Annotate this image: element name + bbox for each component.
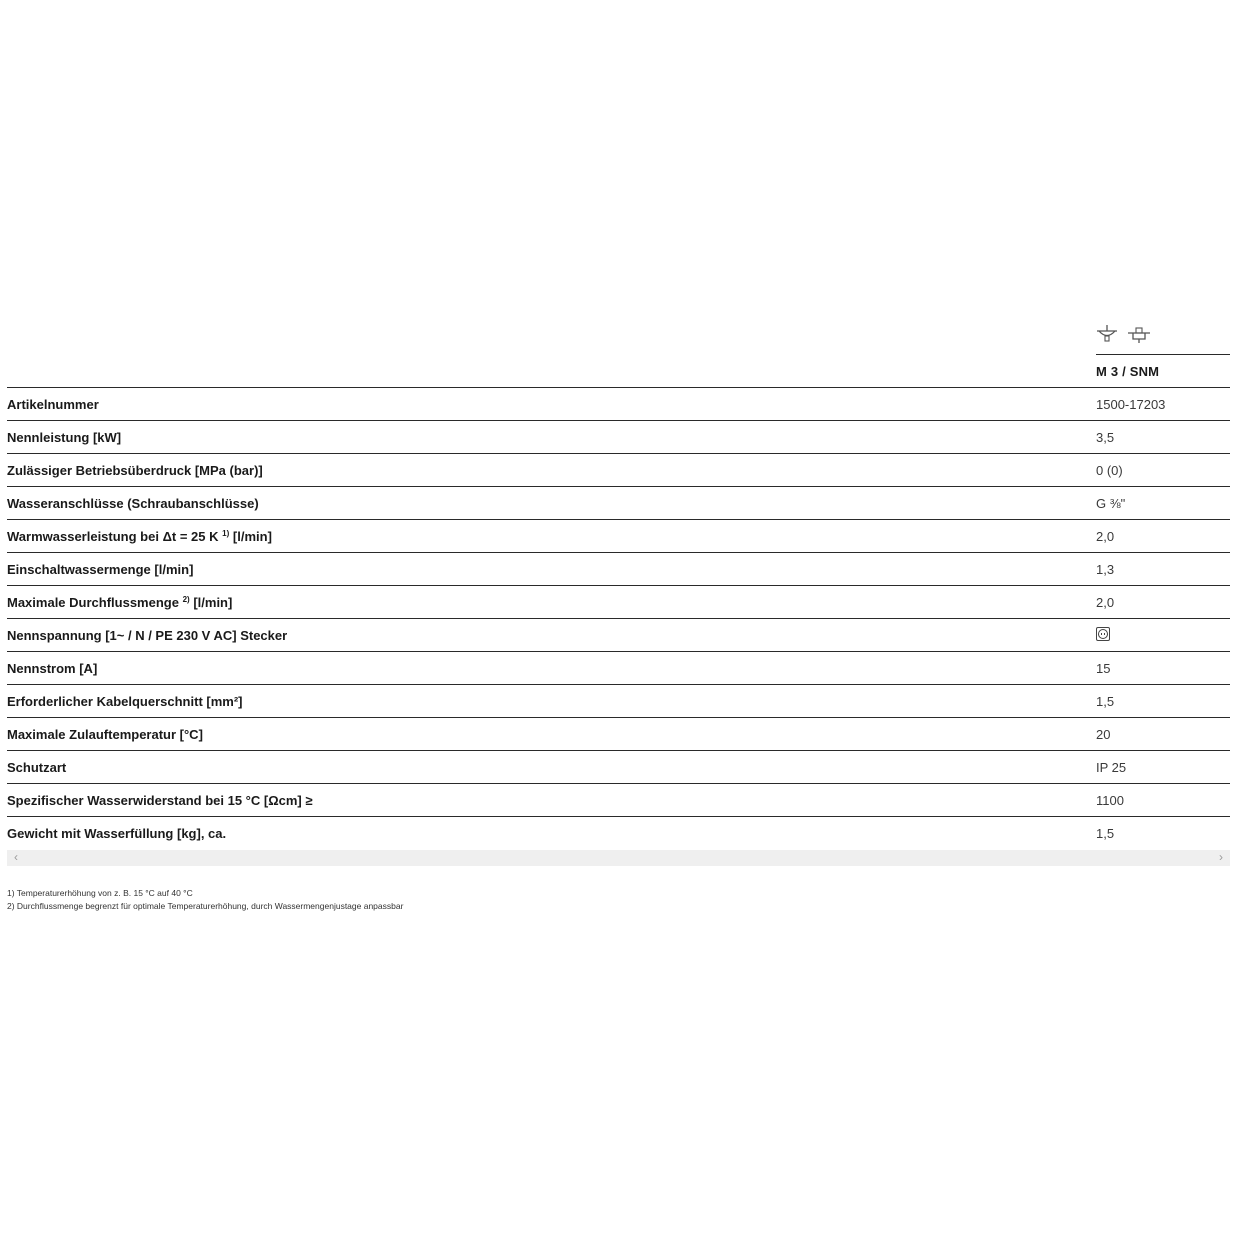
installation-icons bbox=[1096, 325, 1151, 343]
spec-label-text: Spezifischer Wasserwiderstand bei 15 °C [Ωcm] ≥ bbox=[7, 792, 313, 808]
spec-value-text: IP 25 bbox=[1096, 759, 1127, 775]
spec-table-body bbox=[7, 388, 1230, 850]
table-row bbox=[7, 817, 1230, 850]
table-row bbox=[7, 454, 1230, 487]
spec-value-text: 1,3 bbox=[1096, 561, 1115, 577]
spec-label-unit: [l/min] bbox=[193, 594, 233, 610]
spec-value-text: 20 bbox=[1096, 726, 1111, 742]
spec-value-text: 2,0 bbox=[1096, 528, 1115, 544]
table-row bbox=[7, 685, 1230, 718]
table-row bbox=[7, 586, 1230, 619]
spec-label bbox=[7, 685, 1096, 718]
spec-label bbox=[7, 751, 1096, 784]
spec-label bbox=[7, 454, 1096, 487]
footnote-ref: 2) bbox=[182, 594, 190, 604]
spec-label bbox=[7, 388, 1096, 421]
spec-label bbox=[7, 619, 1096, 652]
table-row bbox=[7, 421, 1230, 454]
spec-value bbox=[1096, 553, 1230, 586]
spec-label-unit: [l/min] bbox=[232, 528, 272, 544]
scroll-right-icon[interactable]: › bbox=[1219, 850, 1223, 864]
spec-table-container bbox=[7, 318, 1230, 866]
spec-value bbox=[1096, 619, 1230, 652]
spec-value bbox=[1096, 652, 1230, 685]
table-row bbox=[7, 487, 1230, 520]
spec-label bbox=[7, 784, 1096, 817]
table-row bbox=[7, 553, 1230, 586]
spec-label bbox=[7, 586, 1096, 619]
table-row bbox=[7, 652, 1230, 685]
sink-over-icon bbox=[1127, 325, 1151, 343]
spec-value-text: 1100 bbox=[1096, 792, 1124, 808]
table-row bbox=[7, 388, 1230, 421]
spec-table bbox=[7, 387, 1230, 849]
spec-value bbox=[1096, 520, 1230, 553]
spec-label bbox=[7, 487, 1096, 520]
spec-value bbox=[1096, 454, 1230, 487]
spec-label bbox=[7, 520, 1096, 553]
spec-value-text: 3,5 bbox=[1096, 429, 1115, 445]
spec-value-text: 2,0 bbox=[1096, 594, 1115, 610]
spec-label bbox=[7, 718, 1096, 751]
spec-value-text: 1,5 bbox=[1096, 825, 1115, 841]
footnotes bbox=[7, 887, 403, 913]
spec-label-text: Nennspannung [1~ / N / PE 230 V AC] Stecker bbox=[7, 627, 288, 643]
spec-label-text: Erforderlicher Kabelquerschnitt [mm²] bbox=[7, 693, 243, 709]
spec-value bbox=[1096, 421, 1230, 454]
spec-label-text: Warmwasserleistung bei Δt = 25 K bbox=[7, 528, 219, 544]
spec-value bbox=[1096, 784, 1230, 817]
spec-label-text: Zulässiger Betriebsüberdruck [MPa (bar)] bbox=[7, 462, 263, 478]
footnote-ref: 1) bbox=[222, 528, 230, 538]
spec-label bbox=[7, 421, 1096, 454]
footnote-1: 1) Temperaturerhöhung von z. B. 15 °C auf 40 °C bbox=[7, 888, 193, 898]
spec-value bbox=[1096, 388, 1230, 421]
model-header bbox=[7, 354, 1230, 387]
spec-label-text: Nennstrom [A] bbox=[7, 660, 98, 676]
footnote-2: 2) Durchflussmenge begrenzt für optimale Temperaturerhöhung, durch Wassermengenjustage anpassbar bbox=[7, 901, 404, 911]
spec-value bbox=[1096, 817, 1230, 850]
spec-value bbox=[1096, 751, 1230, 784]
spec-label-text: Nennleistung [kW] bbox=[7, 429, 122, 445]
scroll-left-icon[interactable]: ‹ bbox=[14, 850, 18, 864]
spec-label bbox=[7, 817, 1096, 850]
model-header-rule bbox=[1096, 354, 1230, 355]
table-row bbox=[7, 751, 1230, 784]
table-row bbox=[7, 619, 1230, 652]
model-name: M 3 / SNM bbox=[1096, 364, 1160, 379]
sink-under-icon bbox=[1096, 325, 1118, 343]
spec-label-text: Schutzart bbox=[7, 759, 67, 775]
table-row bbox=[7, 718, 1230, 751]
spec-value bbox=[1096, 685, 1230, 718]
table-row bbox=[7, 784, 1230, 817]
horizontal-scrollbar[interactable] bbox=[7, 850, 1230, 866]
schuko-plug-icon bbox=[1096, 627, 1110, 641]
spec-label-text: Wasseranschlüsse (Schraubanschlüsse) bbox=[7, 495, 259, 511]
spec-value-text: 1,5 bbox=[1096, 693, 1115, 709]
spec-label-text: Artikelnummer bbox=[7, 396, 99, 412]
spec-label-text: Gewicht mit Wasserfüllung [kg], ca. bbox=[7, 825, 227, 841]
spec-label bbox=[7, 652, 1096, 685]
spec-value-text: G ⅜" bbox=[1096, 495, 1126, 511]
spec-label bbox=[7, 553, 1096, 586]
spec-value bbox=[1096, 586, 1230, 619]
spec-value-text: 0 (0) bbox=[1096, 462, 1123, 478]
spec-label-text: Einschaltwassermenge [l/min] bbox=[7, 561, 194, 577]
spec-value bbox=[1096, 718, 1230, 751]
spec-label-text: Maximale Zulauftemperatur [°C] bbox=[7, 726, 203, 742]
spec-label-text: Maximale Durchflussmenge bbox=[7, 594, 179, 610]
table-row bbox=[7, 520, 1230, 553]
installation-icons-row bbox=[7, 318, 1230, 354]
spec-value bbox=[1096, 487, 1230, 520]
spec-value-text: 1500-17203 bbox=[1096, 396, 1166, 412]
spec-value-text: 15 bbox=[1096, 660, 1111, 676]
